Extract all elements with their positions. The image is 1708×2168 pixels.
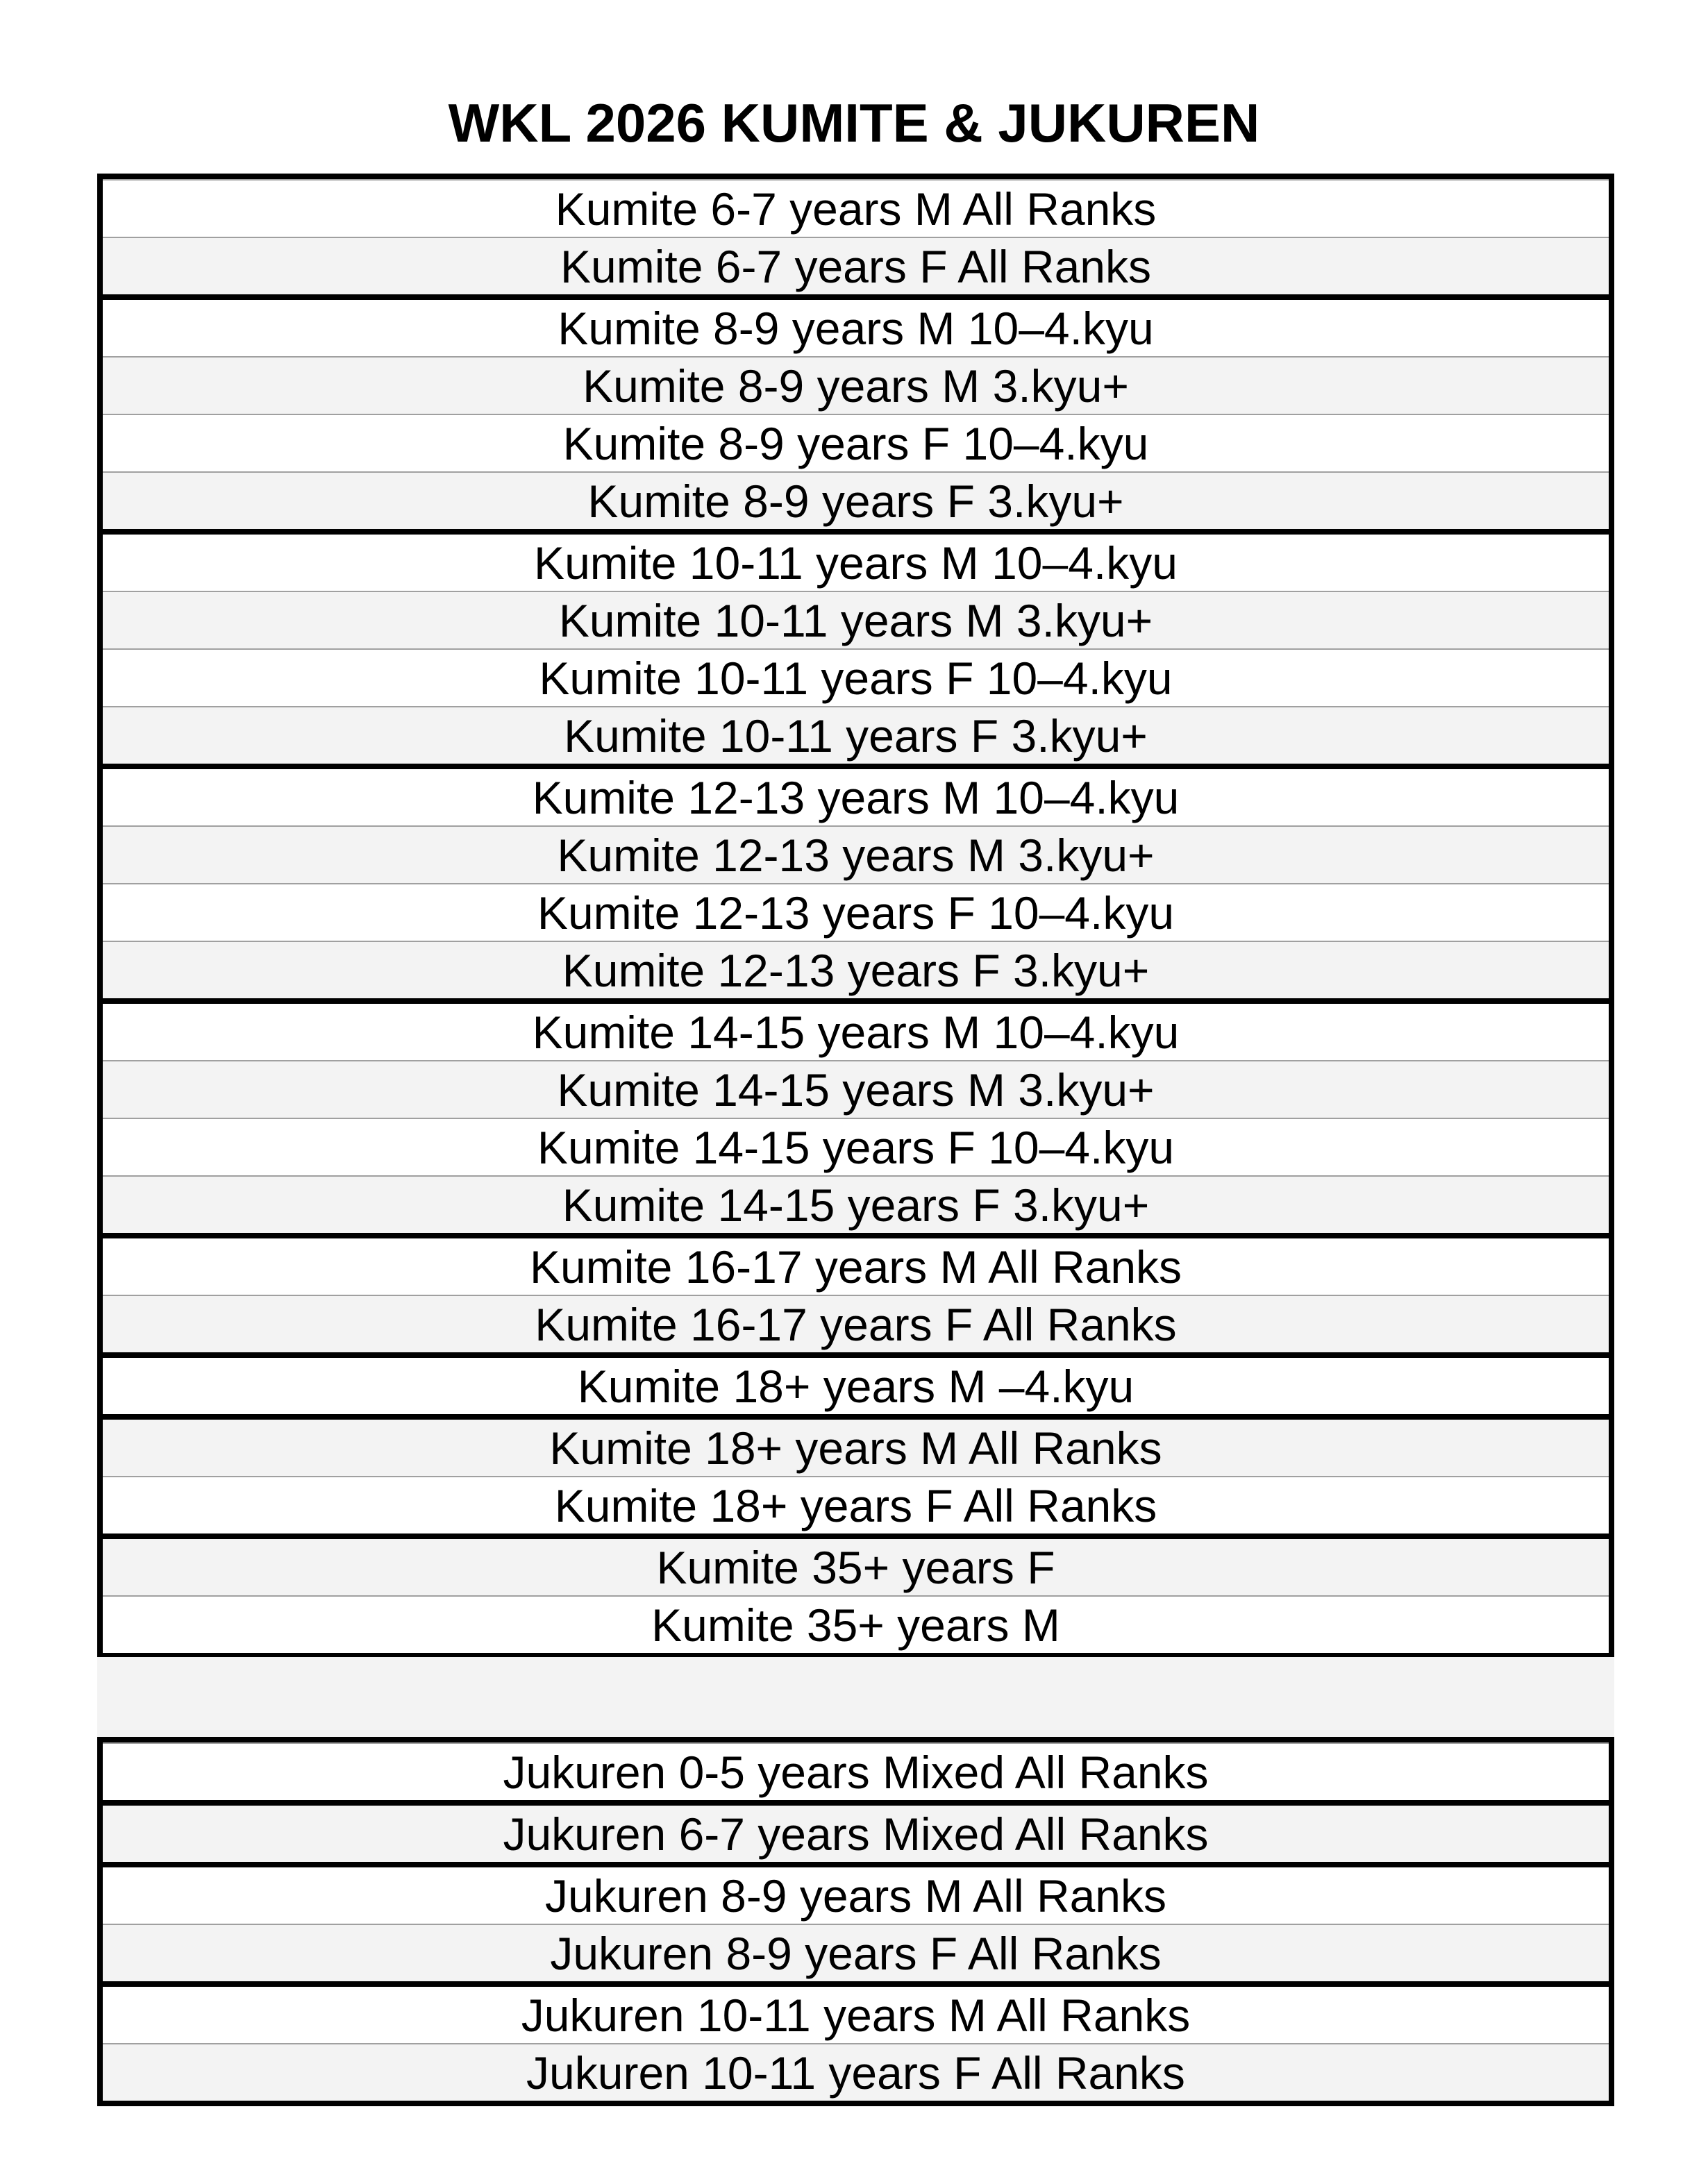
category-label: Kumite 16-17 years M All Ranks [529,1241,1182,1293]
table-row [103,825,1609,883]
table-row [103,1533,1609,1595]
category-label: Kumite 8-9 years M 10–4.kyu [558,302,1154,354]
table-row [103,1295,1609,1352]
table-row [103,1118,1609,1175]
table-row [103,471,1609,529]
table-row [103,179,1609,237]
category-label: Kumite 6-7 years F All Ranks [560,240,1151,292]
table-row [103,1924,1609,1981]
category-label: Kumite 12-13 years M 10–4.kyu [532,771,1180,823]
table-gap-spacer [97,1657,1614,1737]
category-label: Kumite 10-11 years M 10–4.kyu [534,537,1178,589]
category-label: Jukuren 8-9 years M All Ranks [544,1869,1167,1922]
category-label: Kumite 10-11 years F 10–4.kyu [539,652,1173,704]
table-row [103,414,1609,471]
table-row [103,1862,1609,1924]
category-label: Kumite 12-13 years F 3.kyu+ [562,944,1150,996]
category-label: Kumite 8-9 years F 10–4.kyu [562,417,1149,469]
category-label: Jukuren 6-7 years Mixed All Ranks [503,1808,1209,1860]
kumite-table [97,174,1614,1658]
category-label: Kumite 10-11 years F 3.kyu+ [564,709,1148,762]
category-label: Kumite 35+ years M [651,1599,1060,1651]
category-label: Kumite 12-13 years F 10–4.kyu [537,886,1175,939]
category-label: Jukuren 8-9 years F All Ranks [550,1927,1162,1979]
table-row [103,883,1609,941]
category-label: Kumite 12-13 years M 3.kyu+ [557,829,1155,881]
table-row [103,356,1609,414]
table-row [103,1595,1609,1653]
category-label: Jukuren 0-5 years Mixed All Ranks [503,1746,1209,1798]
table-row [103,764,1609,825]
table-row [103,529,1609,591]
category-label: Kumite 8-9 years F 3.kyu+ [587,475,1124,527]
category-label: Kumite 14-15 years F 3.kyu+ [562,1179,1150,1231]
table-row [103,1981,1609,2043]
table-row [103,941,1609,998]
table-row [103,1352,1609,1414]
page-title: WKL 2026 KUMITE & JUKUREN [448,92,1260,153]
table-row [103,2043,1609,2101]
table-row [103,1233,1609,1295]
table-row [103,1175,1609,1233]
category-label: Jukuren 10-11 years M All Ranks [521,1989,1191,2041]
table-row [103,1476,1609,1533]
category-label: Kumite 8-9 years M 3.kyu+ [583,360,1129,412]
category-label: Kumite 14-15 years M 10–4.kyu [532,1006,1180,1058]
table-row [103,648,1609,706]
table-row [103,1742,1609,1800]
category-label: Kumite 18+ years M –4.kyu [577,1360,1135,1412]
category-label: Kumite 14-15 years F 10–4.kyu [537,1121,1175,1173]
jukuren-table [97,1737,1614,2106]
category-label: Kumite 6-7 years M All Ranks [555,183,1157,235]
category-label: Kumite 35+ years F [656,1541,1055,1593]
table-row [103,1800,1609,1862]
table-row [103,706,1609,764]
table-row [103,591,1609,648]
category-label: Kumite 10-11 years M 3.kyu+ [558,594,1153,646]
table-row [103,1414,1609,1476]
category-label: Kumite 18+ years F All Ranks [554,1479,1157,1531]
category-label: Jukuren 10-11 years F All Ranks [526,2047,1185,2099]
category-label: Kumite 18+ years M All Ranks [549,1422,1162,1474]
table-row [103,237,1609,294]
category-label: Kumite 14-15 years M 3.kyu+ [557,1064,1155,1116]
table-row [103,1060,1609,1118]
category-label: Kumite 16-17 years F All Ranks [535,1298,1177,1350]
table-row [103,294,1609,356]
table-row [103,998,1609,1060]
